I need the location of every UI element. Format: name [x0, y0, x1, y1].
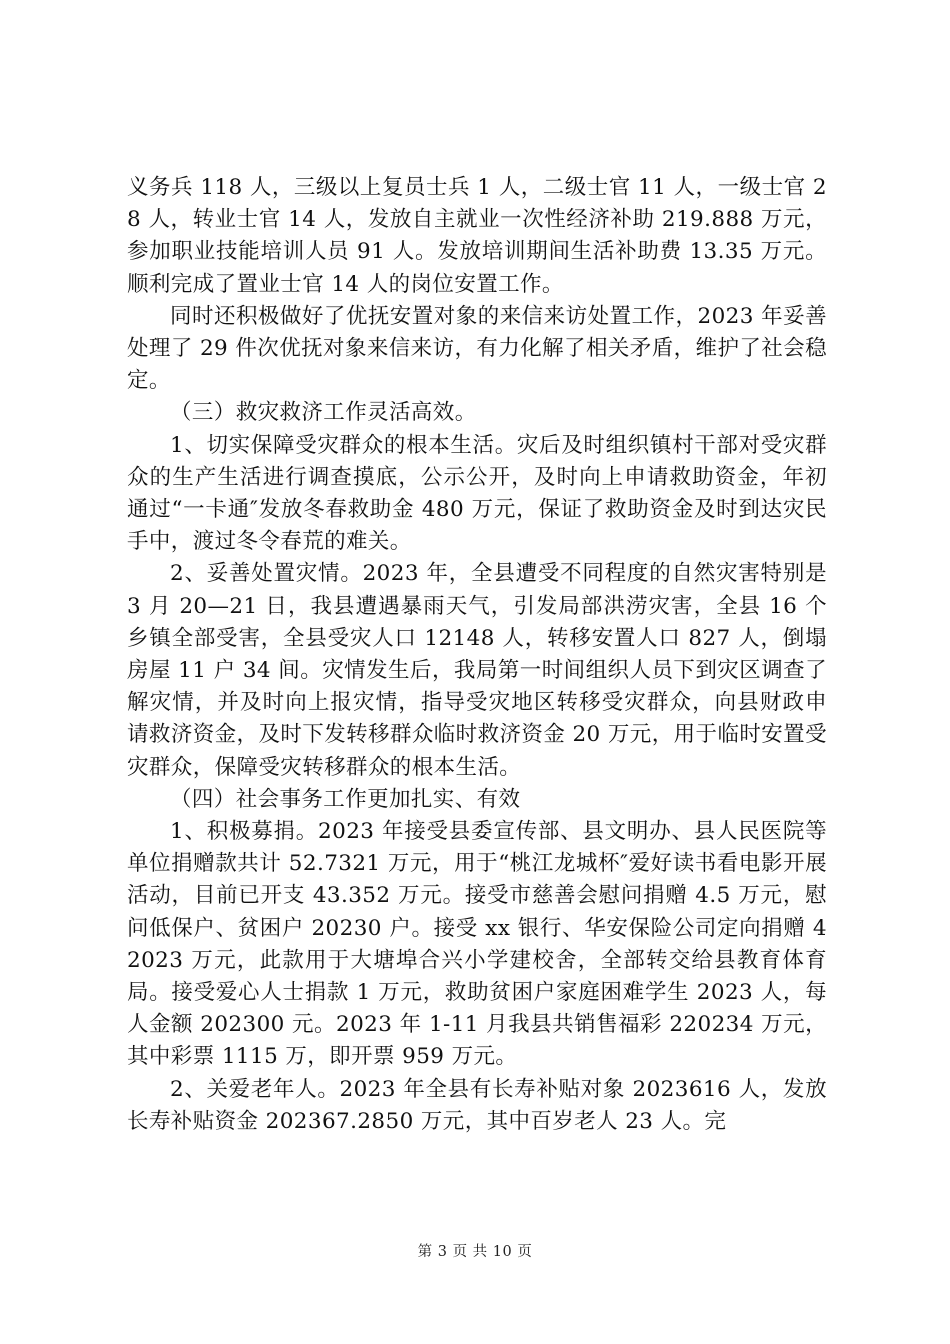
- paragraph-disaster-handling: 2、妥善处置灾情。2023 年，全县遭受不同程度的自然灾害特别是 3 月 20—21 日，我县遭遇暴雨天气，引发局部洪涝灾害，全县 16 个乡镇全部受害，全县受灾人口 12148 人，转移安置人口 827 人，倒塌房屋 11 户 34 间。灾情发生后，我局第一时间组织人员下到灾区调查了解灾情，并及时向上报灾情，指导受灾地区转移受灾群众，向县财政申请救济资金，及时下发转移群众临时救济资金 20 万元，用于临时安置受灾群众，保障受灾转移群众的根本生活。: [127, 561, 827, 780]
- paragraph-petitions: 同时还积极做好了优抚安置对象的来信来访处置工作，2023 年妥善处理了 29 件次优抚对象来信来访，有力化解了相关矛盾，维护了社会稳定。: [127, 303, 827, 394]
- section-heading-social-affairs: （四）社会事务工作更加扎实、有效: [170, 786, 521, 812]
- paragraph-elderly-care: 2、关爱老年人。2023 年全县有长寿补贴对象 2023616 人，发放长寿补贴资金 202367.2850 万元，其中百岁老人 23 人。完: [127, 1076, 827, 1134]
- section-heading-disaster-relief: （三）救灾救济工作灵活高效。: [170, 400, 477, 426]
- paragraph-veterans-stats: 义务兵 118 人，三级以上复员士兵 1 人，二级士官 11 人，一级士官 28 人，转业士官 14 人，发放自主就业一次性经济补助 219.888 万元，参加职业技能培训人员 91 人。发放培训期间生活补助费 13.35 万元。顺利完成了置业士官 14 人的岗位安置工作。: [127, 175, 827, 297]
- page-number-footer: 第 3 页 共 10 页: [417, 1244, 533, 1260]
- paragraph-donations: 1、积极募捐。2023 年接受县委宣传部、县文明办、县人民医院等单位捐赠款共计 52.7321 万元，用于“桃江龙城杯″爱好读书看电影开展活动，目前已开支 43.352 万元。接受市慈善会慰问捐赠 4.5 万元，慰问低保户、贫困户 20230 户。接受 xx 银行、华安保险公司定向捐赠 42023 万元，此款用于大塘埠合兴小学建校舍，全部转交给县教育体育局。接受爱心人士捐款 1 万元，救助贫困户家庭困难学生 2023 人，每人金额 202300 元。2023 年 1-11 月我县共销售福彩 220234 万元，其中彩票 1115 万，即开票 959 万元。: [127, 819, 827, 1070]
- document-body: [127, 172, 827, 1138]
- paragraph-basic-living: 1、切实保障受灾群众的根本生活。灾后及时组织镇村干部对受灾群众的生产生活进行调查摸底，公示公开，及时向上申请救助资金，年初通过“一卡通″发放冬春救助金 480 万元，保证了救助资金及时到达灾民手中，渡过冬令春荒的难关。: [127, 432, 827, 555]
